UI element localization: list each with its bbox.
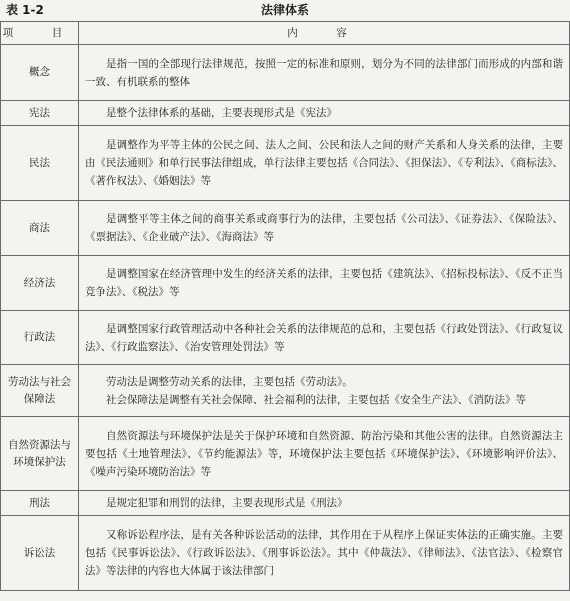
row-item: 商法 <box>1 201 79 256</box>
row-item: 概念 <box>1 45 79 101</box>
row-item: 自然资源法与环境保护法 <box>1 417 79 491</box>
table-row <box>1 201 570 256</box>
row-content-text: 劳动法是调整劳动关系的法律，主要包括《劳动法》。 <box>106 375 353 388</box>
row-item: 行政法 <box>1 311 79 365</box>
row-content <box>79 417 570 491</box>
header-row <box>1 22 570 45</box>
header-content: 内 容 <box>79 22 570 45</box>
row-content <box>79 201 570 256</box>
row-content-text: 是调整平等主体之间的商事关系或商事行为的法律，主要包括《公司法》、《证券法》、《保险法》、《票据法》、《企业破产法》、《海商法》等 <box>85 213 563 243</box>
row-content <box>79 45 570 101</box>
table-row <box>1 101 570 126</box>
row-content-text: 是调整作为平等主体的公民之间、法人之间、公民和法人之间的财产关系和人身关系的法律，主要由《民法通则》和单行民事法律组成，单行法律主要包括《合同法》、《担保法》、《专利法》、《商标法》、《著作权法》、《婚姻法》等 <box>85 139 563 187</box>
table-caption <box>0 0 570 20</box>
table-row <box>1 417 570 491</box>
table-number: 表 1-2 <box>6 3 44 17</box>
header-item: 项 目 <box>1 22 79 45</box>
row-content <box>79 516 570 591</box>
legal-system-table <box>0 21 570 591</box>
row-item: 刑法 <box>1 491 79 516</box>
row-content-text: 社会保障法是调整有关社会保障、社会福利的法律，主要包括《安全生产法》、《消防法》等 <box>106 393 526 406</box>
table-row <box>1 311 570 365</box>
row-content <box>79 256 570 311</box>
table-row <box>1 516 570 591</box>
row-item: 诉讼法 <box>1 516 79 591</box>
table-title: 法律体系 <box>260 3 309 17</box>
row-content <box>79 126 570 201</box>
row-content <box>79 311 570 365</box>
row-item: 民法 <box>1 126 79 201</box>
row-content-text: 又称诉讼程序法，是有关各种诉讼活动的法律，其作用在于从程序上保证实体法的正确实施。主要包括《民事诉讼法》、《行政诉讼法》、《刑事诉讼法》。其中《仲裁法》、《律师法》、《法官法》、《检察官法》等法律的内容也大体属于该法律部门 <box>85 529 563 577</box>
row-content-text: 是调整国家行政管理活动中各种社会关系的法律规范的总和，主要包括《行政处罚法》、《行政复议法》、《行政监察法》、《治安管理处罚法》等 <box>85 322 563 353</box>
row-content <box>79 365 570 417</box>
row-content-text: 是规定犯罪和刑罚的法律，主要表现形式是《刑法》 <box>106 497 348 509</box>
table-row <box>1 45 570 101</box>
row-content-text: 是调整国家在经济管理中发生的经济关系的法律，主要包括《建筑法》、《招标投标法》、《反不正当竞争法》、《税法》等 <box>85 268 563 298</box>
table-row <box>1 126 570 201</box>
row-item: 劳动法与社会保障法 <box>1 365 79 417</box>
table-row <box>1 365 570 417</box>
table-row <box>1 491 570 516</box>
table-row <box>1 256 570 311</box>
row-content-text: 是指一国的全部现行法律规范，按照一定的标准和原则，划分为不同的法律部门而形成的内部和谐一致、有机联系的整体 <box>85 57 563 88</box>
row-content <box>79 101 570 126</box>
row-content-text: 是整个法律体系的基础，主要表现形式是《宪法》 <box>106 107 337 119</box>
row-content <box>79 491 570 516</box>
row-content-text: 自然资源法与环境保护法是关于保护环境和自然资源、防治污染和其他公害的法律。自然资源法主要包括《土地管理法》、《节约能源法》等，环境保护法主要包括《环境保护法》、《环境影响评价法》、《噪声污染环境防治法》等 <box>85 429 563 478</box>
row-item: 经济法 <box>1 256 79 311</box>
row-item: 宪法 <box>1 101 79 126</box>
